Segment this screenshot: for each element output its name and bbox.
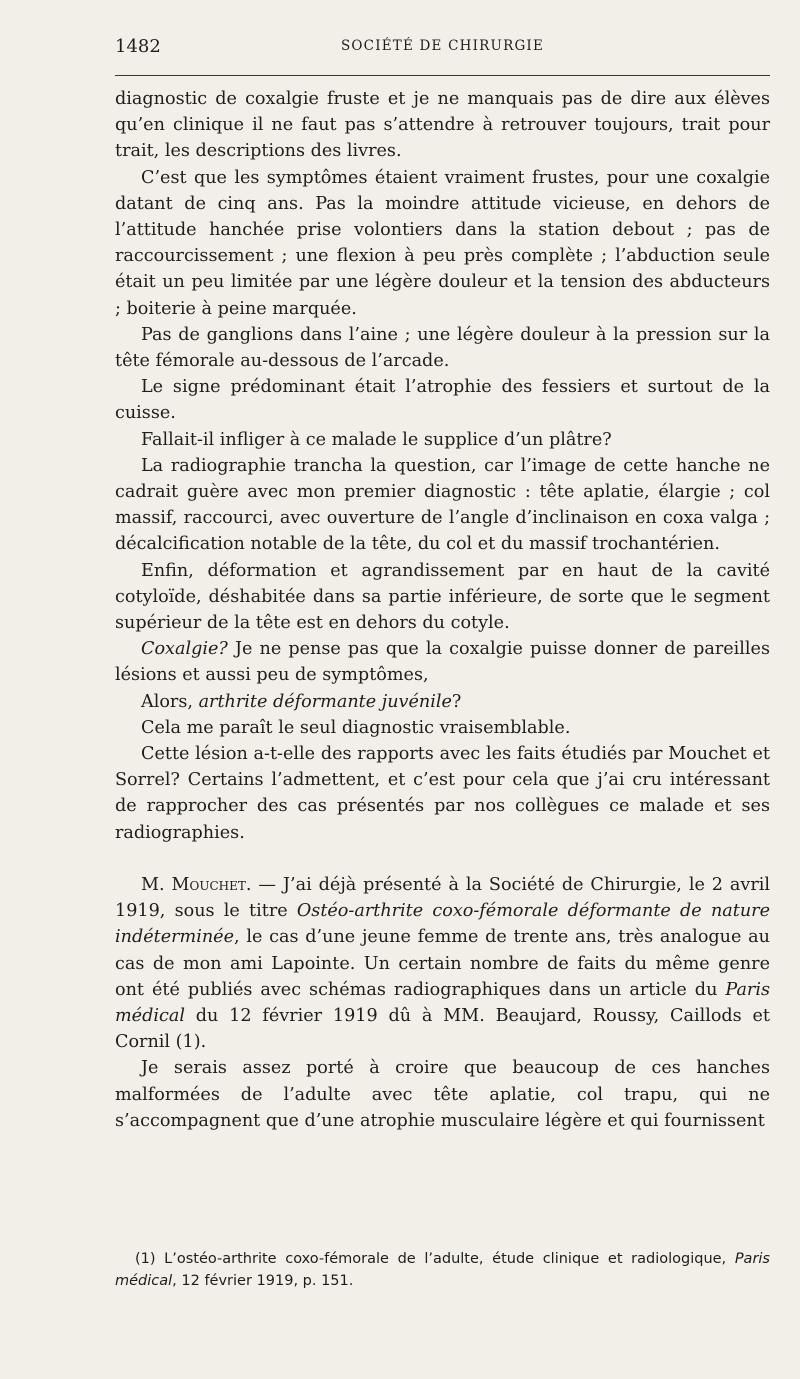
text-run: . — J’ai déjà présenté à la Société de Chirurgie, le 2 avril 1919, sous le titre — [115, 874, 770, 922]
text-run: (1) L’ostéo-arthrite coxo-fémorale de l’adulte, étude clinique et radiologique, — [135, 1251, 735, 1267]
paragraph — [115, 427, 770, 453]
body-text — [115, 86, 770, 1134]
paragraph — [115, 558, 770, 637]
text-run: La radiographie trancha la question, car l’image de cette hanche ne cadrait guère avec mon premier diagnostic : tête aplatie, élargie ; col massif, raccourci, avec ouverture de l’angle d’inclinaison en coxa valga ; décalcification notable de la tête, du col et du massif trochantérien. — [115, 455, 770, 555]
text-run: , le cas d’une jeune femme de trente ans, très analogue au cas de mon ami Lapointe. Un certain nombre de faits du même genre ont été publiés avec schémas radiographiques dans un article du — [115, 927, 770, 1000]
paragraph — [115, 453, 770, 558]
paragraph — [115, 165, 770, 322]
text-run: diagnostic de coxalgie fruste et je ne manquais pas de dire aux élèves qu’en clinique il ne faut pas s’attendre à retrouver toujours, trait pour trait, les descriptions des livres. — [115, 89, 770, 162]
text-run: M. — [141, 874, 172, 895]
paragraph — [115, 715, 770, 741]
page-header — [115, 36, 770, 60]
running-title: SOCIÉTÉ DE CHIRURGIE — [340, 38, 545, 54]
italic-text: Ostéo-arthrite coxo-fémorale déformante de nature indéterminée — [115, 901, 770, 948]
page-number: 1482 — [115, 36, 161, 57]
text-run: Je serais assez porté à croire que beaucoup de ces hanches malformées de l’adulte avec tête aplatie, col trapu, qui ne s’accompagnent que d’une atrophie musculaire légère et qui fournissent — [115, 1058, 770, 1131]
text-run: Pas de ganglions dans l’aine ; une légère douleur à la pression sur la tête fémorale au-dessous de l’arcade. — [115, 324, 770, 372]
italic-text: Paris médical — [115, 1251, 770, 1289]
italic-text: Coxalgie? — [141, 639, 228, 660]
paragraph — [115, 374, 770, 426]
text-run: Cette lésion a-t-elle des rapports avec les faits étudiés par Mouchet et Sorrel? Certains l’admettent, et c’est pour cela que j’ai cru intéressant de rapprocher des cas présentés par nos collègues ce malade et ses radiographies. — [115, 744, 770, 843]
text-run: ? — [451, 691, 462, 712]
paragraph — [115, 872, 770, 1055]
paragraph — [115, 322, 770, 374]
text-run: Je ne pense pas que la coxalgie puisse donner de pareilles lésions et aussi peu de symptômes, — [115, 639, 770, 686]
author-name: Mouchet — [171, 874, 246, 895]
text-run: Enfin, déformation et agrandissement par en haut de la cavité cotyloïde, déshabitée dans sa partie inférieure, de sorte que le segment supérieur de la tête est en dehors du cotyle. — [115, 560, 770, 634]
footnote — [115, 1248, 770, 1292]
italic-text: Paris médical — [115, 979, 770, 1026]
italic-text: arthrite déformante juvénile — [198, 691, 452, 712]
paragraph — [115, 689, 770, 715]
text-run: du 12 février 1919 dû à MM. Beaujard, Roussy, Caillods et Cornil (1). — [115, 1005, 770, 1053]
paragraph — [115, 1055, 770, 1134]
footnotes — [115, 1248, 770, 1292]
text-run: C’est que les symptômes étaient vraiment frustes, pour une coxalgie datant de cinq ans. Pas la moindre attitude vicieuse, en dehors de l’attitude hanchée prise volontiers dans la station debout ; pas de raccourcissement ; une flexion à peu près complète ; l’abduction seule était un peu limitée par une légère douleur et la tension des abducteurs ; boiterie à peine marquée. — [115, 167, 770, 319]
text-run: Fallait-il infliger à ce malade le supplice d’un plâtre? — [141, 429, 612, 450]
paragraph — [115, 86, 770, 165]
paragraph — [115, 741, 770, 846]
text-run: Le signe prédominant était l’atrophie des fessiers et surtout de la cuisse. — [115, 377, 770, 424]
text-run: Cela me paraît le seul diagnostic vraisemblable. — [141, 717, 571, 738]
text-run: Alors, — [141, 691, 199, 712]
header-rule — [115, 75, 770, 76]
text-run: , 12 février 1919, p. 151. — [172, 1273, 354, 1289]
paragraph — [115, 636, 770, 688]
